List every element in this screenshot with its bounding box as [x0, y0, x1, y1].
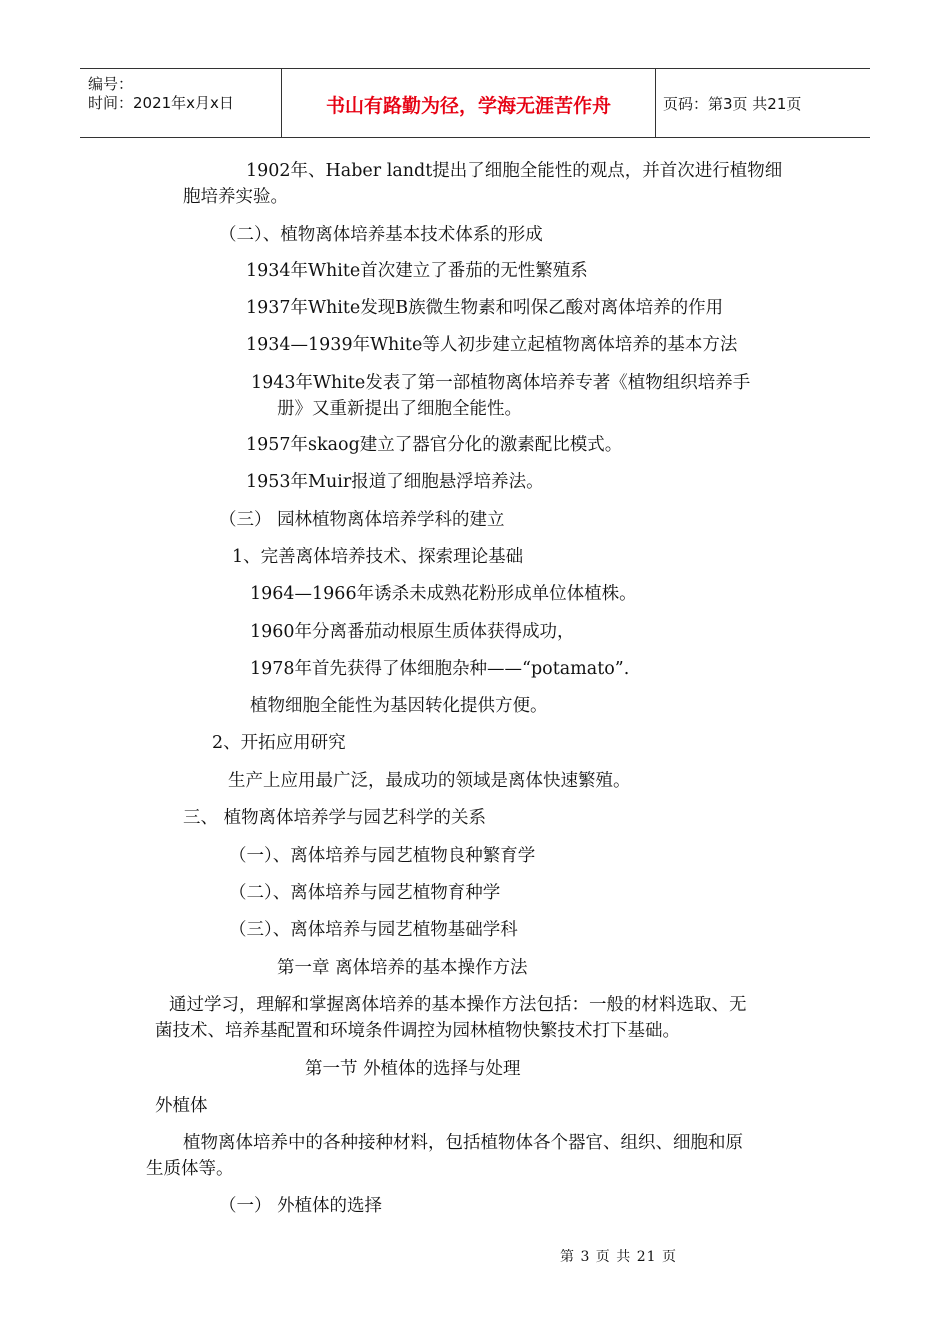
page-footer: 第 3 页 共 21 页 — [560, 1249, 677, 1265]
section-heading: （三）、离体培养与园艺植物基础学科 — [229, 920, 518, 940]
header-page-info: 页码：第3页 共21页 — [663, 95, 802, 113]
body-line: 1978年首先获得了体细胞杂种——“potamato”. — [250, 659, 630, 679]
header-motto: 书山有路勤为径，学海无涯苦作舟 — [325, 95, 611, 117]
body-line: 1964—1966年诱杀未成熟花粉形成单位体植株。 — [250, 584, 637, 604]
body-line: 1902年、Haber landt提出了细胞全能性的观点，并首次进行植物细 — [246, 161, 783, 181]
header-info-cell — [80, 69, 282, 137]
header-table — [80, 68, 870, 138]
section-title: 第一节 外植体的选择与处理 — [305, 1059, 521, 1079]
body-line: 生质体等。 — [146, 1159, 234, 1179]
document-date: 时间：2021年x月x日 — [88, 94, 234, 112]
document-number-label: 编号： — [88, 75, 134, 93]
section-heading: 三、 植物离体培养学与园艺科学的关系 — [183, 808, 487, 828]
body-line: 1960年分离番茄动根原生质体获得成功， — [250, 622, 575, 642]
chapter-title: 第一章 离体培养的基本操作方法 — [277, 958, 528, 978]
body-line: 1934年White首次建立了番茄的无性繁殖系 — [246, 261, 588, 281]
body-line: 通过学习，理解和掌握离体培养的基本操作方法包括：一般的材料选取、无 — [169, 995, 747, 1015]
header-page-cell — [656, 69, 870, 137]
body-line: 1943年White发表了第一部植物离体培养专著《植物组织培养手 — [251, 373, 751, 393]
section-heading: （二）、离体培养与园艺植物育种学 — [229, 883, 501, 903]
section-heading: （二）、植物离体培养基本技术体系的形成 — [219, 225, 543, 245]
term-heading: 外植体 — [155, 1096, 208, 1116]
body-line: 植物细胞全能性为基因转化提供方便。 — [250, 696, 548, 716]
body-line: 植物离体培养中的各种接种材料，包括植物体各个器官、组织、细胞和原 — [183, 1133, 743, 1153]
body-line: 1937年White发现B族微生物素和吲保乙酸对离体培养的作用 — [246, 298, 724, 318]
header-motto-cell — [282, 69, 656, 137]
body-line: 生产上应用最广泛，最成功的领域是离体快速繁殖。 — [228, 771, 631, 791]
body-line: 胞培养实验。 — [183, 187, 288, 207]
subsection-heading: 2、开拓应用研究 — [212, 733, 346, 753]
body-line: 1957年skaog建立了器官分化的激素配比模式。 — [246, 435, 623, 455]
subsection-heading: 1、完善离体培养技术、探索理论基础 — [232, 547, 524, 567]
section-heading: （三） 园林植物离体培养学科的建立 — [219, 510, 505, 530]
body-line: 菌技术、培养基配置和环境条件调控为园林植物快繁技术打下基础。 — [155, 1021, 680, 1041]
section-heading: （一） 外植体的选择 — [219, 1196, 383, 1216]
section-heading: （一）、离体培养与园艺植物良种繁育学 — [229, 846, 536, 866]
body-line: 册》又重新提出了细胞全能性。 — [277, 399, 522, 419]
body-line: 1953年Muir报道了细胞悬浮培养法。 — [246, 472, 544, 492]
body-line: 1934—1939年White等人初步建立起植物离体培养的基本方法 — [246, 335, 738, 355]
